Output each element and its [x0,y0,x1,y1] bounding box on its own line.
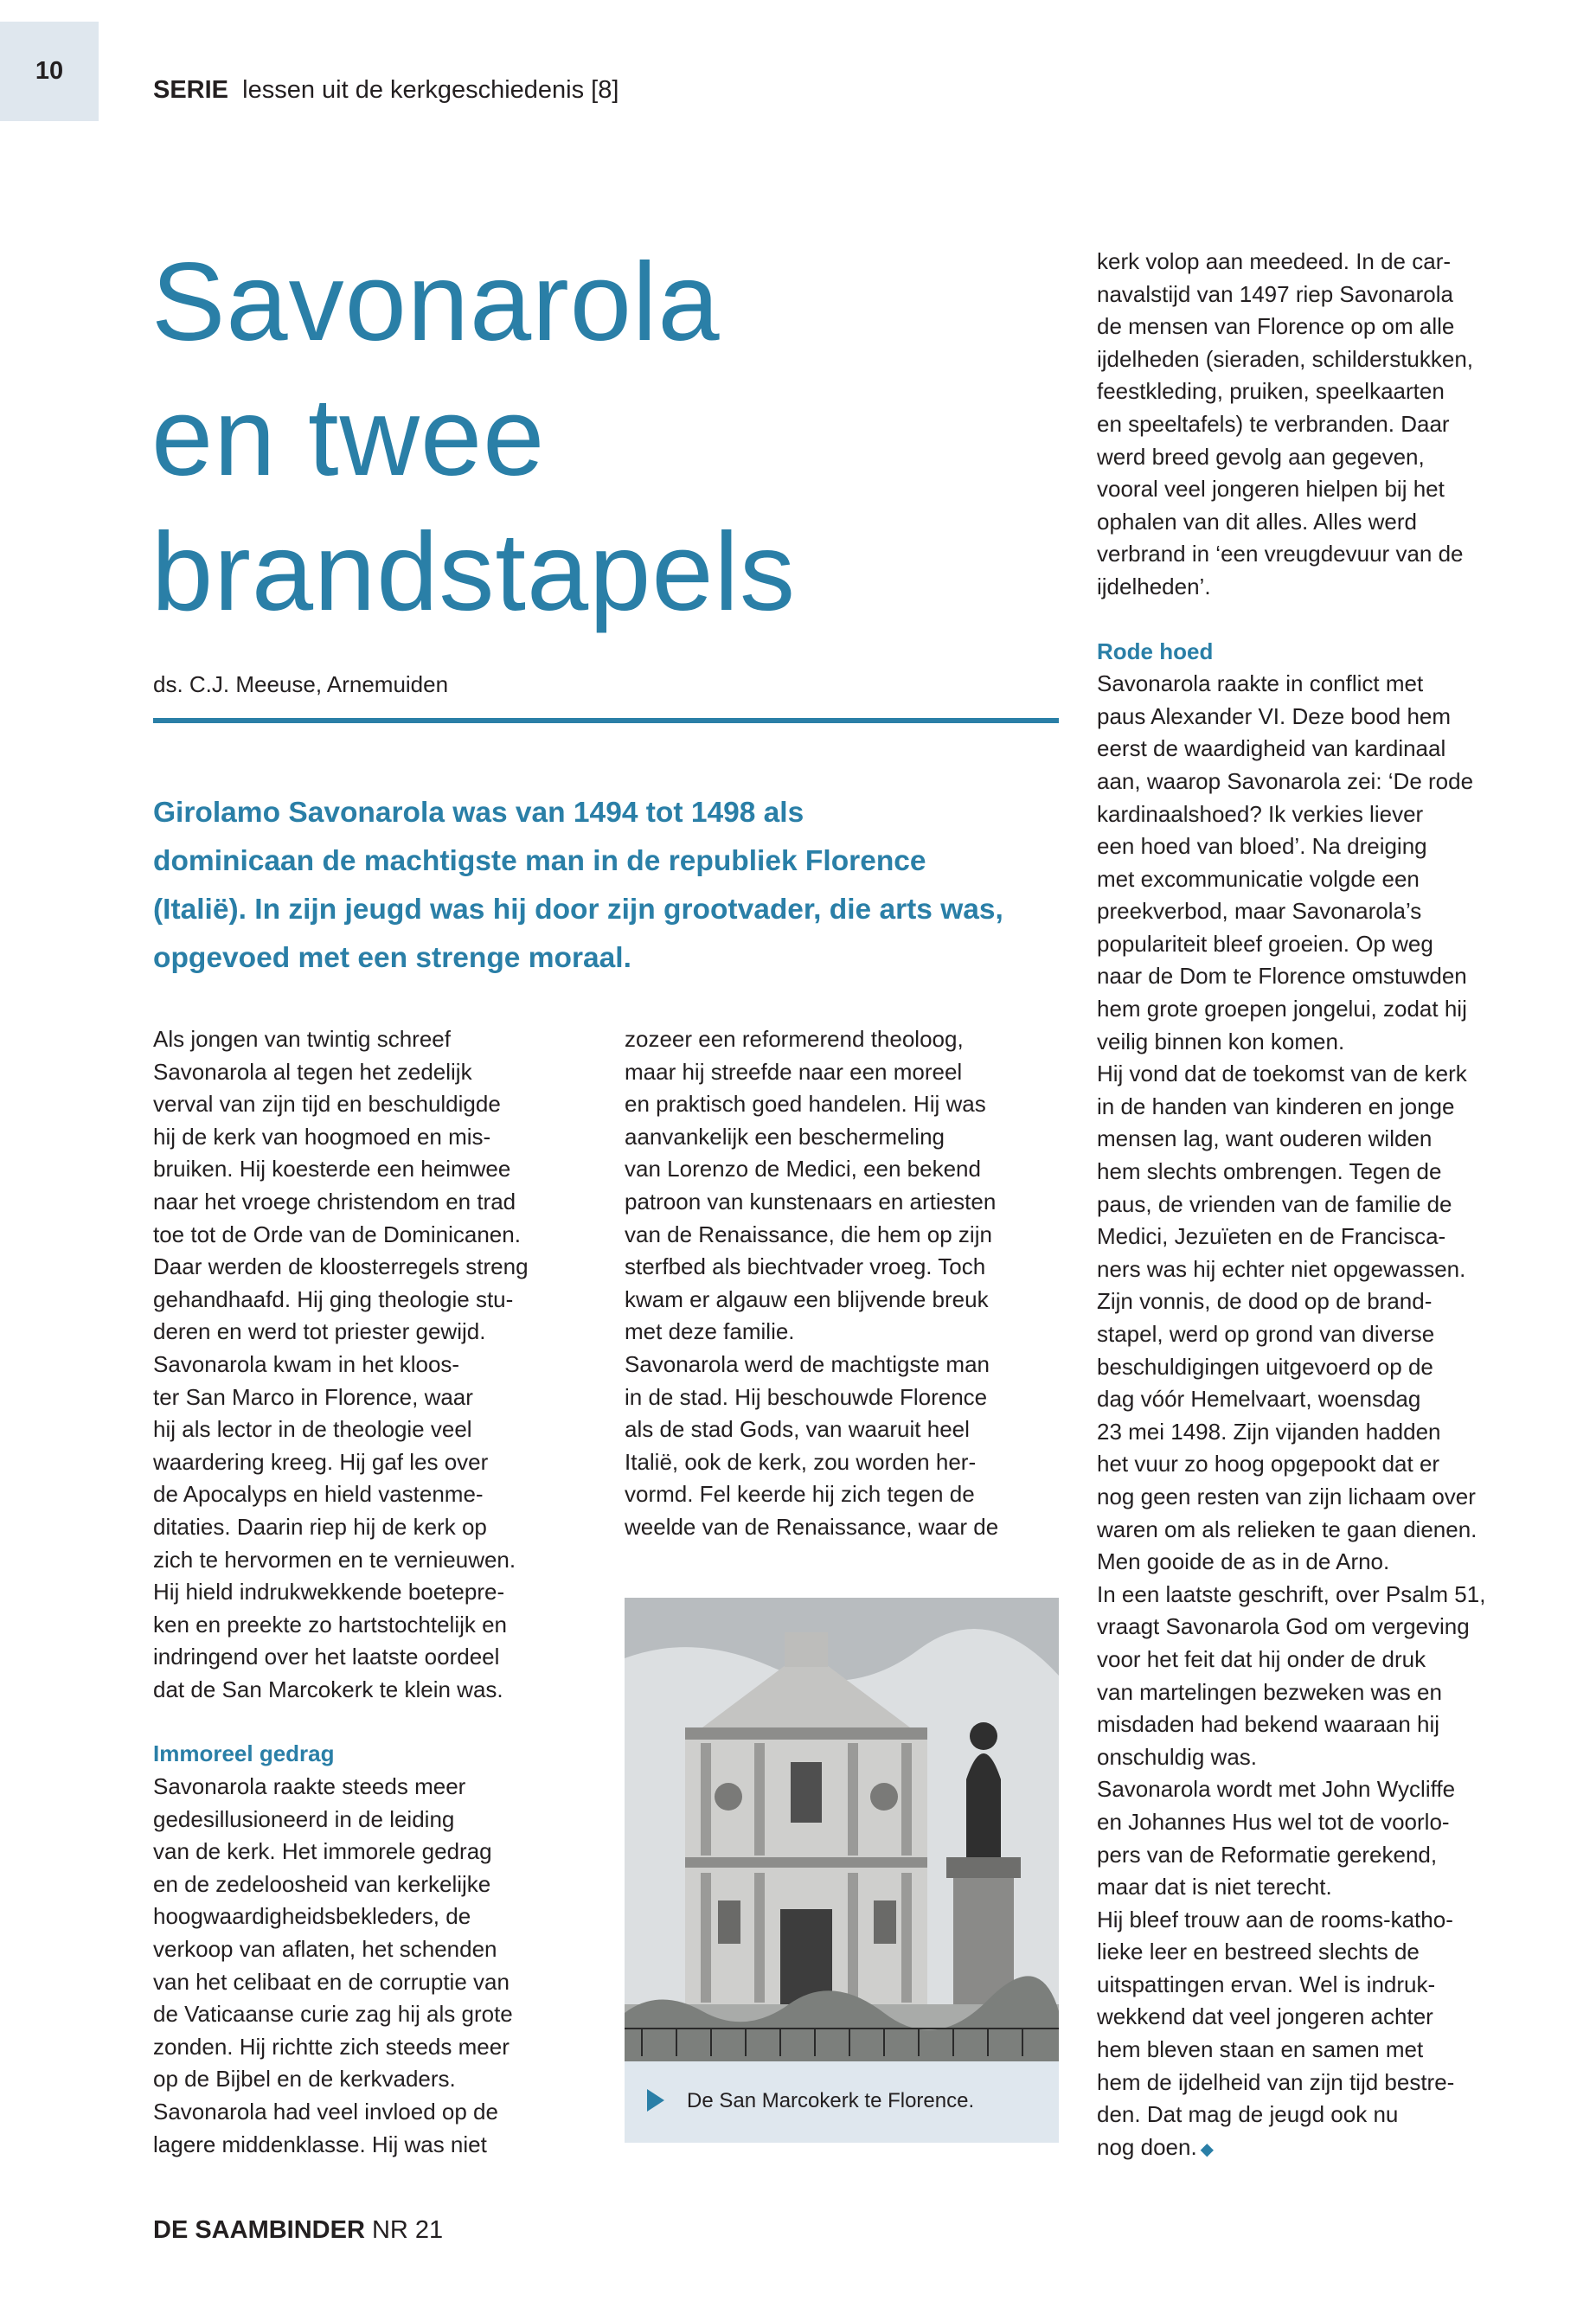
lead-line: (Italië). In zijn jeugd was hij door zijn grootvader, die arts was, [153,894,1003,926]
lead-line: Girolamo Savonarola was van 1494 tot 1498 als [153,797,804,829]
text-line: Savonarola werd de machtigste man [625,1350,990,1377]
text-line: deren en werd tot priester gewijd. [153,1318,486,1345]
text-line: ditaties. Daarin riep hij de kerk op [153,1513,487,1540]
text-line: hem grote groepen jongelui, zodat hij [1097,996,1467,1022]
text-line: Savonarola raakte in conflict met [1097,670,1424,697]
text-line: voor het feit dat hij onder de druk [1097,1645,1426,1672]
text-line: zozeer een reformerend theoloog, [625,1026,964,1052]
text-line: nog doen. [1097,2133,1197,2160]
text-line: Medici, Jezuïeten en de Francisca- [1097,1223,1446,1250]
text-line: preekverbod, maar Savonarola’s [1097,898,1422,925]
text-line: en de zedeloosheid van kerkelijke [153,1870,491,1897]
issue-number: NR 21 [371,2216,444,2244]
body-column-3 [1097,246,1547,2166]
text-line: Savonarola raakte steeds meer [153,1773,466,1800]
text-line: en Johannes Hus wel tot de voorlo- [1097,1808,1450,1835]
text-line: Savonarola al tegen het zedelijk [153,1058,472,1085]
text-line: stapel, werd op grond van diverse [1097,1321,1435,1347]
text-line: hij als lector in de theologie veel [153,1416,472,1443]
photo-caption-box [625,2061,1059,2143]
text-line: een hoed van bloed’. Na dreiging [1097,833,1427,860]
text-line: vooral veel jongeren hielpen bij het [1097,476,1445,503]
text-line: verval van zijn tijd en beschuldigde [153,1091,501,1118]
text-line: eerst de waardigheid van kardinaal [1097,735,1446,762]
series-header [153,76,619,105]
col1-text-a [153,1023,603,1706]
text-line: aanvankelijk een beschermeling [625,1123,945,1150]
text-line: vormd. Fel keerde hij zich tegen de [625,1481,975,1508]
text-line: patroon van kunstenaars en artiesten [625,1188,997,1215]
san-marco-church-illustration [625,1598,1059,2061]
text-line: 23 mei 1498. Zijn vijanden hadden [1097,1418,1441,1445]
title-divider [153,718,1059,723]
text-line: onschuldig was. [1097,1743,1257,1770]
text-line: maar dat is niet terecht. [1097,1874,1332,1900]
text-line: maar hij streefde naar een moreel [625,1058,963,1085]
subheading-rode-hoed: Rode hoed [1097,638,1214,664]
text-line: kwam er algauw een blijvende breuk [625,1285,989,1312]
text-line: Als jongen van twintig schreef [153,1026,451,1052]
text-line: zich te hervormen en te vernieuwen. [153,1546,516,1573]
col3-text-b [1097,668,1547,2166]
text-line: werd breed gevolg aan gegeven, [1097,443,1425,470]
text-line: Hij vond dat de toekomst van de kerk [1097,1061,1467,1087]
triangle-right-icon [647,2089,664,2112]
text-line: lagere middenklasse. Hij was niet [153,2131,487,2157]
text-line: ken en preekte zo hartstochtelijk en [153,1611,508,1638]
text-line: gehandhaafd. Hij ging theologie stu- [153,1285,514,1312]
text-line: Savonarola wordt met John Wycliffe [1097,1776,1456,1803]
text-line: sterfbed als biechtvader vroeg. Toch [625,1253,986,1280]
text-line: bruiken. Hij koesterde een heimwee [153,1156,511,1183]
text-line: verbrand in ‘een vreugdevuur van de [1097,541,1464,567]
text-line: ijdelheden’. [1097,573,1211,599]
body-column-2 [625,1023,1074,1544]
article-title [151,235,796,640]
series-title: lessen uit de kerkgeschiedenis [8] [242,76,619,104]
text-line: en praktisch goed handelen. Hij was [625,1091,986,1118]
text-line: uitspattingen ervan. Wel is indruk- [1097,1971,1436,1997]
text-line: vraagt Savonarola God om vergeving [1097,1613,1470,1640]
text-line: de mensen van Florence op om alle [1097,313,1455,340]
text-line: gedesillusioneerd in de leiding [153,1805,455,1832]
text-line: den. Dat mag de jeugd ook nu [1097,2101,1399,2128]
text-line: weelde van de Renaissance, waar de [625,1513,999,1540]
lead-paragraph [153,789,1079,983]
text-line: paus Alexander VI. Deze bood hem [1097,702,1452,729]
text-line: op de Bijbel en de kerkvaders. [153,2066,456,2093]
text-line: de Vaticaanse curie zag hij als grote [153,2001,513,2028]
text-line: kerk volop aan meedeed. In de car- [1097,248,1452,274]
col1-text-b [153,1771,603,2161]
text-line: Zijn vonnis, de dood op de brand- [1097,1288,1433,1315]
text-line: met excommunicatie volgde een [1097,865,1420,892]
text-line: misdaden had bekend waaraan hij [1097,1711,1440,1738]
text-line: indringend over het laatste oordeel [153,1644,500,1670]
text-line: dat de San Marcokerk te klein was. [153,1676,503,1702]
text-line: Savonarola kwam in het kloos- [153,1350,460,1377]
text-line: en speeltafels) te verbranden. Daar [1097,410,1450,437]
text-line: Daar werden de kloosterregels streng [153,1253,529,1280]
photo-caption: De San Marcokerk te Florence. [687,2089,975,2112]
page-number-box [0,22,99,121]
text-line: veilig binnen kon komen. [1097,1028,1345,1054]
text-line: verkoop van aflaten, het schenden [153,1936,497,1963]
text-line: In een laatste geschrift, over Psalm 51, [1097,1580,1486,1607]
text-line: met deze familie. [625,1318,795,1345]
text-line: Savonarola had veel invloed op de [153,2099,498,2125]
text-line: zonden. Hij richtte zich steeds meer [153,2033,510,2060]
text-line: populariteit bleef groeien. Op weg [1097,930,1433,957]
text-line: als de stad Gods, van waaruit heel [625,1416,970,1443]
text-line: dag vóór Hemelvaart, woensdag [1097,1386,1421,1413]
text-line: hem slechts ombrengen. Tegen de [1097,1158,1442,1185]
text-line: de Apocalyps en hield vastenme- [153,1481,484,1508]
title-line: en twee [151,375,546,499]
title-line: Savonarola [151,240,721,364]
text-line: toe tot de Orde van de Dominicanen. [153,1221,521,1247]
magazine-name: DE SAAMBINDER [153,2216,365,2244]
text-line: van Lorenzo de Medici, een bekend [625,1156,981,1183]
text-line: Italië, ook de kerk, zou worden her- [625,1448,977,1475]
text-line: pers van de Reformatie gerekend, [1097,1841,1438,1868]
title-line: brandstapels [151,510,796,634]
text-line: van de Renaissance, die hem op zijn [625,1221,992,1247]
subheading-immoreel-gedrag: Immoreel gedrag [153,1740,335,1767]
text-line: waren om als relieken te gaan dienen. [1097,1516,1477,1542]
text-line: naar het vroege christendom en trad [153,1188,516,1215]
text-line: kardinaalshoed? Ik verkies liever [1097,800,1424,827]
col2-text [625,1023,1074,1544]
text-line: hem bleven staan en samen met [1097,2036,1424,2063]
text-line: het vuur zo hoog opgepookt dat er [1097,1451,1440,1477]
text-line: van de kerk. Het immorele gedrag [153,1838,492,1865]
text-line: hij de kerk van hoogmoed en mis- [153,1123,491,1150]
text-line: in de handen van kinderen en jonge [1097,1093,1455,1119]
lead-line: opgevoed met een strenge moraal. [153,942,631,974]
end-mark-icon: ◆ [1200,2139,1215,2159]
text-line: van martelingen bezweken was en [1097,1678,1442,1705]
text-line: ter San Marco in Florence, waar [153,1383,473,1410]
text-line: mensen lag, want ouderen wilden [1097,1125,1433,1152]
text-line: ners was hij echter niet opgewassen. [1097,1255,1466,1282]
col3-text-a [1097,246,1547,604]
text-line: lieke leer en bestreed slechts de [1097,1939,1420,1965]
text-line: Hij bleef trouw aan de rooms-katho- [1097,1906,1453,1932]
text-line: waardering kreeg. Hij gaf les over [153,1448,489,1475]
text-line: Men gooide de as in de Arno. [1097,1548,1390,1575]
text-line: navalstijd van 1497 riep Savonarola [1097,280,1453,307]
text-line: feestkleding, pruiken, speelkaarten [1097,378,1445,405]
text-line: aan, waarop Savonarola zei: ‘De rode [1097,767,1474,794]
author-byline: ds. C.J. Meeuse, Arnemuiden [153,671,449,697]
footer [153,2216,443,2245]
text-line: wekkend dat veel jongeren achter [1097,2003,1433,2030]
text-line: hoogwaardigheidsbekleders, de [153,1903,471,1930]
text-line: paus, de vrienden van de familie de [1097,1190,1452,1217]
text-line: ijdelheden (sieraden, schilderstukken, [1097,345,1474,372]
text-line: Hij hield indrukwekkende boetepre- [153,1579,505,1606]
text-line: in de stad. Hij beschouwde Florence [625,1383,988,1410]
church-photo [625,1598,1059,2061]
body-column-1 [153,1023,603,2161]
series-label: SERIE [153,76,229,104]
text-line: naar de Dom te Florence omstuwden [1097,963,1467,990]
text-line: van het celibaat en de corruptie van [153,1968,510,1995]
page-number: 10 [35,57,64,85]
text-line: beschuldigingen uitgevoerd op de [1097,1353,1433,1380]
text-line: nog geen resten van zijn lichaam over [1097,1483,1476,1509]
text-line: ophalen van dit alles. Alles werd [1097,508,1418,535]
text-line: hem de ijdelheid van zijn tijd bestre- [1097,2068,1455,2095]
lead-line: dominicaan de machtigste man in de republiek Florence [153,845,926,877]
